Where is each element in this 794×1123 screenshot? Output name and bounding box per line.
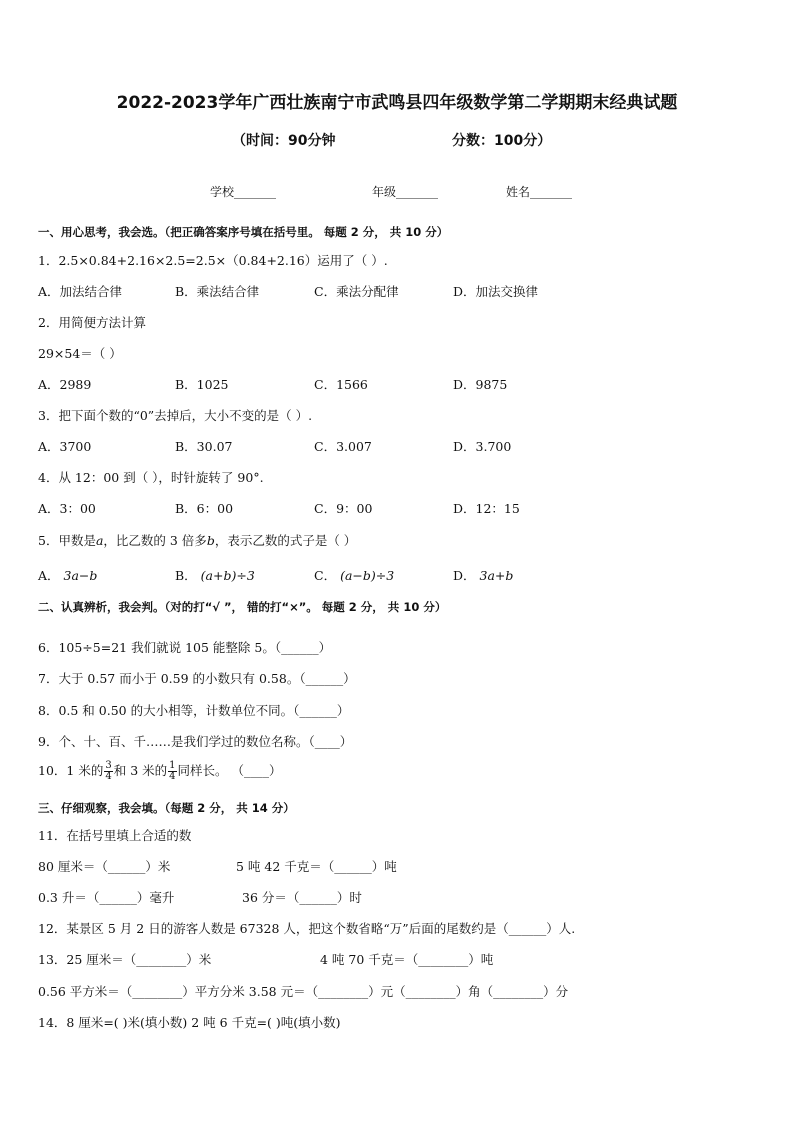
q3-option-b: B．30.07 — [175, 439, 233, 454]
q1-option-b: B．乘法结合律 — [175, 284, 260, 299]
q1-option-c: C．乘法分配律 — [314, 284, 399, 299]
question-6: 6．105÷5=21 我们就说 105 能整除 5。（______） — [38, 640, 332, 655]
q5-option-expr: (a+b)÷3 — [200, 568, 255, 583]
question-9: 9．个、十、百、千……是我们学过的数位名称。（____） — [38, 734, 353, 749]
grade-field: 年级_______ — [372, 185, 439, 199]
q3-option-d: D．3.700 — [453, 439, 512, 454]
q5-option-b — [175, 566, 255, 584]
question-3: 3．把下面个数的“0”去掉后，大小不变的是（ ）. — [38, 408, 313, 423]
q1-option-d: D．加法交换律 — [453, 284, 539, 299]
q2-option-d: D．9875 — [453, 377, 508, 392]
q5-option-label: A． — [38, 568, 60, 583]
section-3-heading: 三、仔细观察，我会填。（每题 2 分， 共 14 分） — [38, 801, 295, 815]
name-field: 姓名_______ — [506, 185, 573, 199]
q11-item-2: 5 吨 42 千克＝（______）吨 — [236, 859, 397, 874]
q2-option-c: C．1566 — [314, 377, 368, 392]
question-8: 8．0.5 和 0.50 的大小相等，计数单位不同。（______） — [38, 703, 350, 718]
q5-stem-part: ，比乙数的 3 倍多 — [103, 533, 207, 548]
question-4: 4．从 12：00 到（ ），时针旋转了 90°. — [38, 470, 264, 485]
q4-option-a: A．3：00 — [38, 501, 96, 516]
q5-option-label: D． — [453, 568, 476, 583]
q11-item-3: 0.3 升＝（______）毫升 — [38, 890, 175, 905]
q5-variable-a: a — [95, 533, 104, 548]
question-10 — [38, 761, 281, 782]
q3-option-a: A．3700 — [38, 439, 92, 454]
question-1: 1．2.5×0.84+2.16×2.5=2.5×（0.84+2.16）运用了（ ）. — [38, 253, 388, 268]
q11-item-4: 36 分＝（______）时 — [242, 890, 362, 905]
question-5 — [38, 531, 356, 549]
q4-option-c: C．9：00 — [314, 501, 373, 516]
question-13: 13．25 厘米＝（________）米 — [38, 952, 212, 967]
q5-option-c — [314, 566, 394, 584]
q1-option-a: A．加法结合律 — [38, 284, 123, 299]
q5-option-d — [453, 566, 513, 584]
q5-option-expr: 3a−b — [63, 568, 98, 583]
q5-variable-b: b — [206, 533, 215, 548]
q5-stem-part: 5．甲数是 — [38, 533, 96, 548]
question-14: 14．8 厘米=( )米(填小数) 2 吨 6 千克=( )吨(填小数) — [38, 1015, 341, 1030]
q5-option-expr: (a−b)÷3 — [340, 568, 395, 583]
question-7: 7．大于 0.57 而小于 0.59 的小数只有 0.58。（______） — [38, 671, 356, 686]
q5-option-label: B． — [175, 568, 197, 583]
fraction-denominator: 4 — [169, 771, 176, 782]
exam-time: （时间：90分钟 — [232, 133, 336, 149]
q5-option-label: C． — [314, 568, 337, 583]
q2-option-a: A．2989 — [38, 377, 92, 392]
question-2: 2．用简便方法计算 — [38, 315, 146, 330]
q11-item-1: 80 厘米＝（______）米 — [38, 859, 171, 874]
fraction-one-quarter — [168, 761, 176, 782]
q5-stem-part: ，表示乙数的式子是（ ） — [214, 533, 357, 548]
section-2-heading: 二、认真辨析，我会判。（对的打“√ ”， 错的打“×”。 每题 2 分， 共 10 分） — [38, 600, 447, 614]
q4-option-b: B．6：00 — [175, 501, 234, 516]
school-field: 学校_______ — [210, 185, 277, 199]
exam-score: 分数：100分） — [452, 133, 552, 149]
fraction-numerator: 3 — [105, 760, 112, 771]
fraction-denominator: 4 — [105, 771, 112, 782]
question-11: 11．在括号里填上合适的数 — [38, 828, 192, 843]
q13-item-3: 0.56 平方米＝（________）平方分米 3.58 元＝（________）元（________）角（________）分 — [38, 984, 569, 999]
q4-option-d: D．12：15 — [453, 501, 520, 516]
question-12: 12．某景区 5 月 2 日的游客人数是 67328 人，把这个数省略“万”后面的尾数约是（______）人. — [38, 921, 576, 936]
fraction-numerator: 1 — [169, 760, 176, 771]
q3-option-c: C．3.007 — [314, 439, 372, 454]
q10-text: 同样长。 （____） — [177, 763, 282, 778]
fraction-three-quarters — [104, 761, 112, 782]
question-2-expression: 29×54＝（ ） — [38, 346, 122, 361]
q5-option-expr: 3a+b — [479, 568, 514, 583]
q5-option-a — [38, 566, 97, 584]
q13-item-2: 4 吨 70 千克＝（________）吨 — [320, 952, 494, 967]
q2-option-b: B．1025 — [175, 377, 229, 392]
section-1-heading: 一、用心思考，我会选。（把正确答案序号填在括号里。 每题 2 分， 共 10 分） — [38, 225, 449, 239]
page-title: 2022-2023学年广西壮族南宁市武鸣县四年级数学第二学期期末经典试题 — [116, 93, 678, 113]
q10-text: 和 3 米的 — [113, 763, 168, 778]
q10-text: 10．1 米的 — [38, 763, 104, 778]
